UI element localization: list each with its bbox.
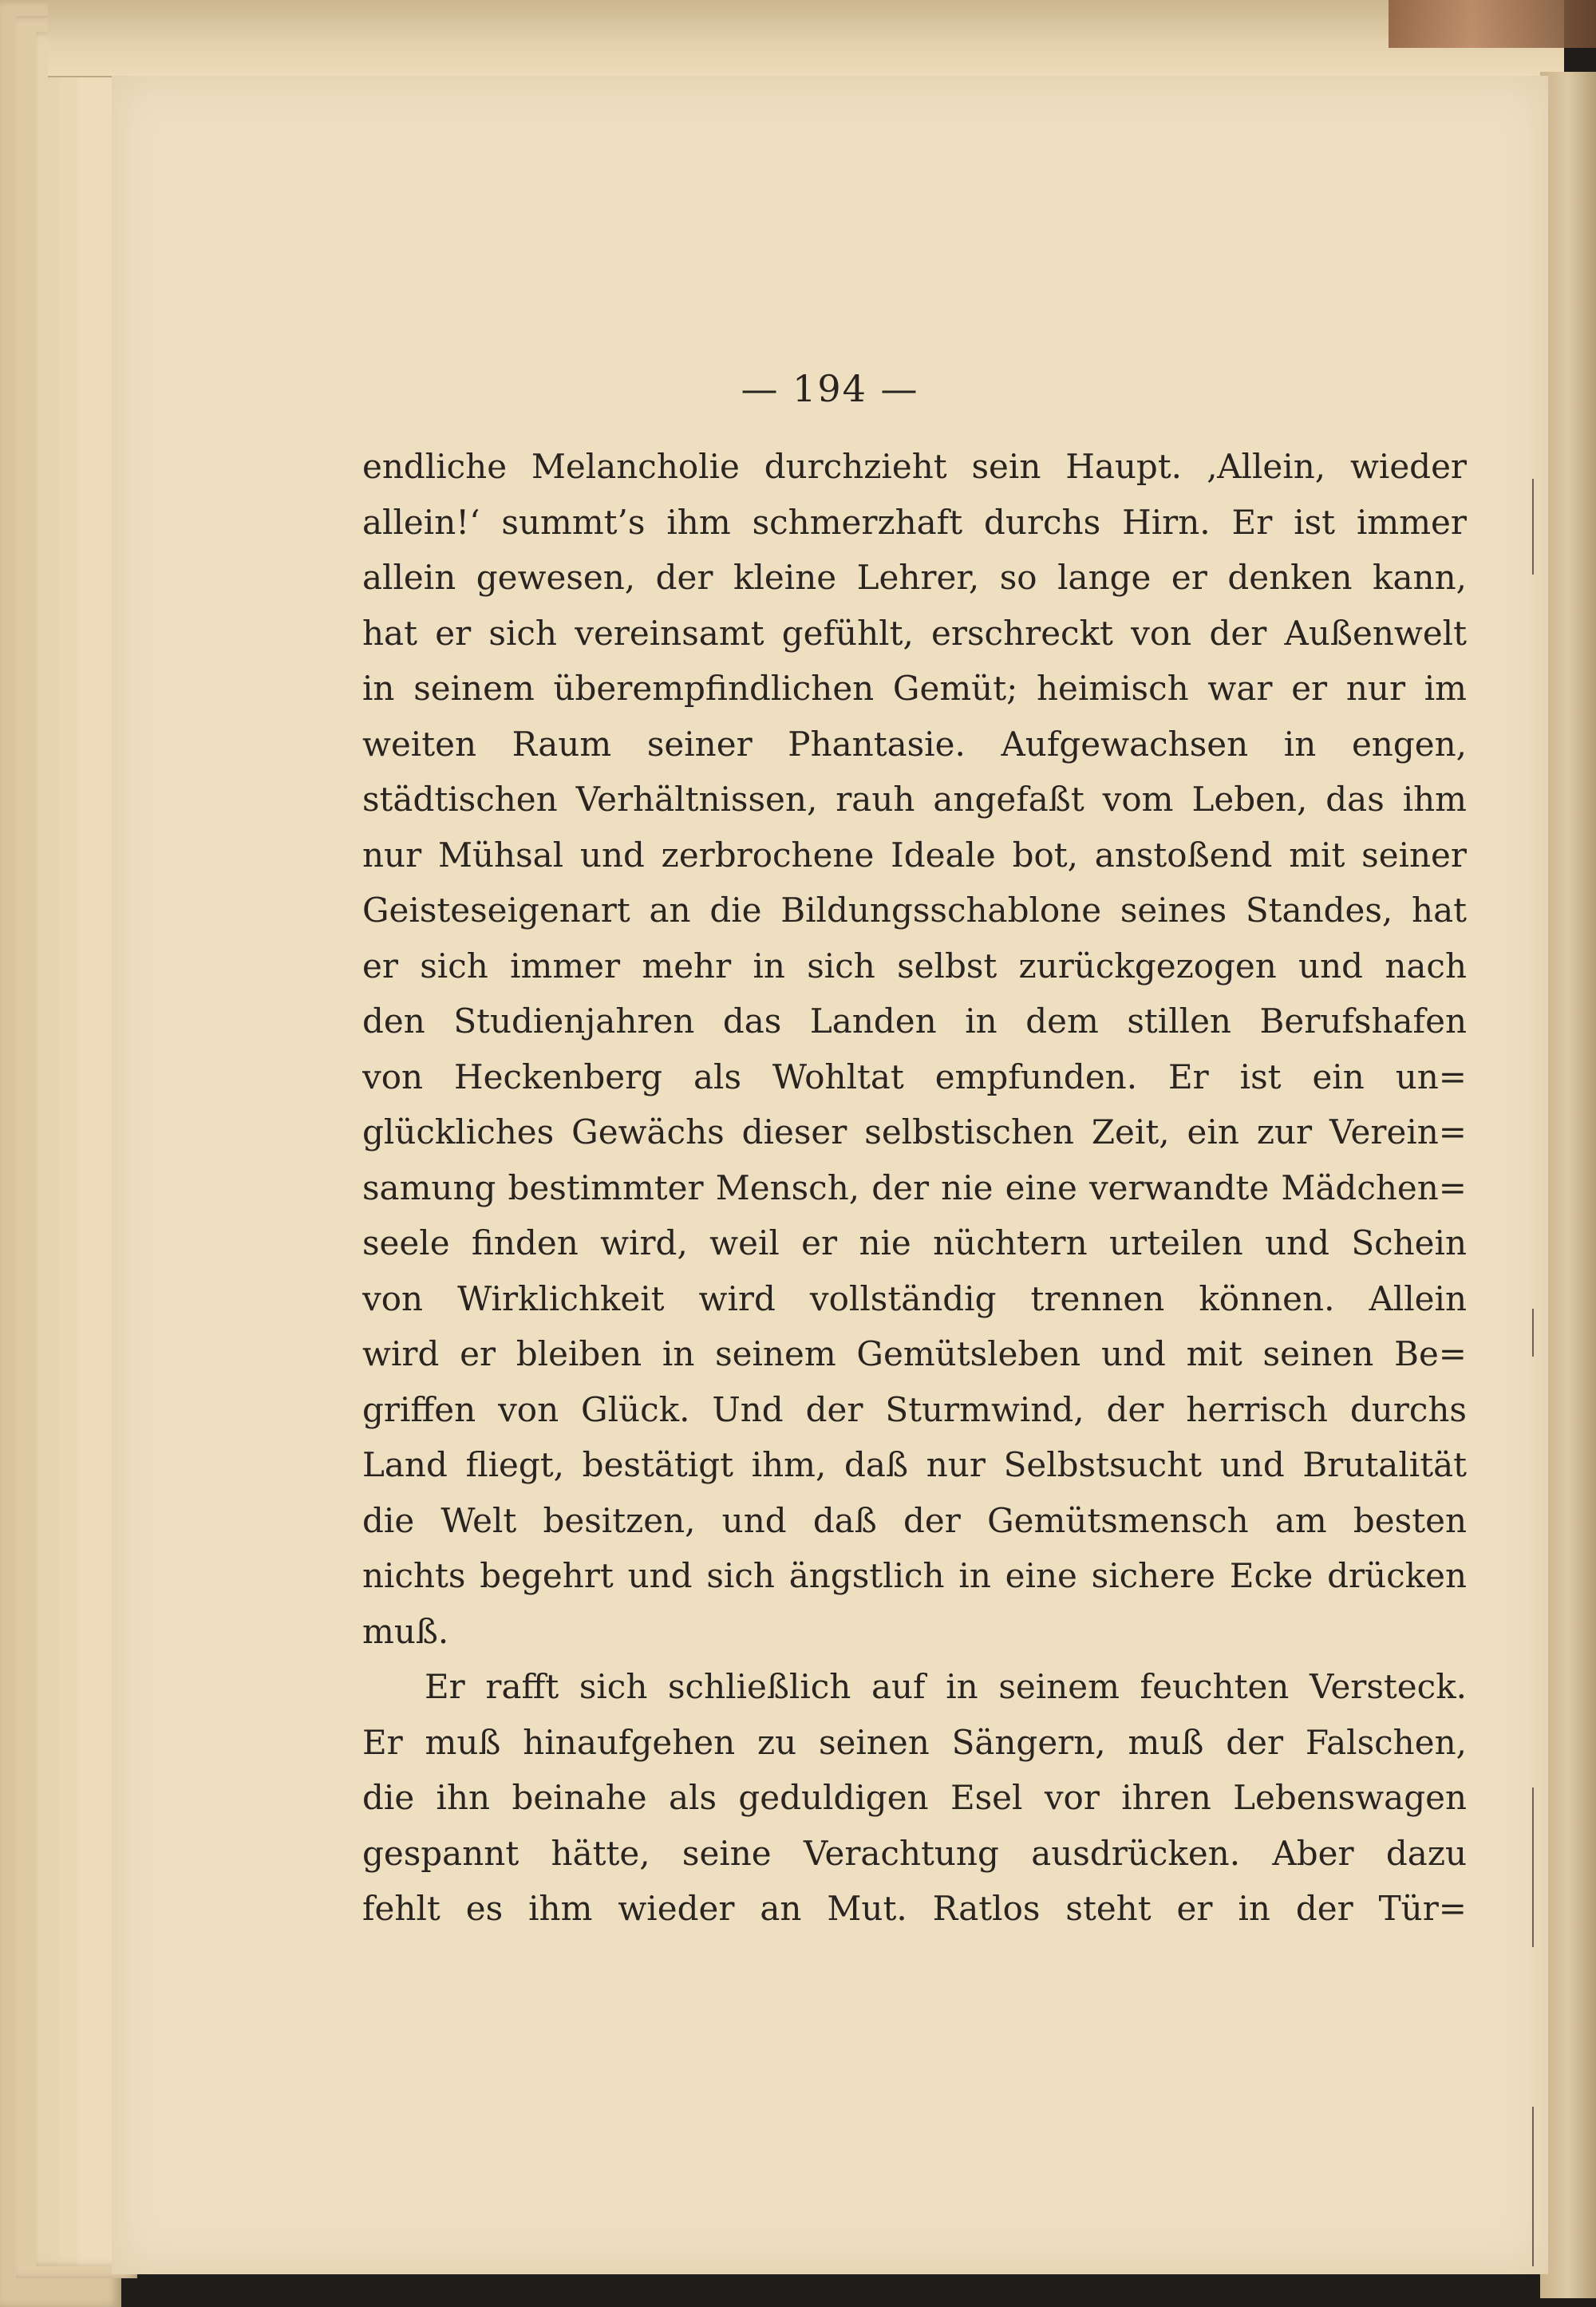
text-line: gespannt hätte, seine Verachtung ausdrücken. Aber dazu [362,1833,1467,1873]
text-line: Er muß hinaufgehen zu seinen Sängern, muß der Falschen, [362,1722,1467,1762]
text-line: endliche Melancholie durchzieht sein Haupt. ‚Allein, wieder [362,447,1467,486]
text-line: Geisteseigenart an die Bildungsschablone seines Standes, hat [362,891,1467,930]
text-line: von Wirklichkeit wird vollständig trennen können. Allein [362,1278,1467,1318]
text-line: nur Mühsal und zerbrochene Ideale bot, anstoßend mit seiner [362,835,1467,875]
top-page-stack [48,0,1564,77]
text-line: er sich immer mehr in sich selbst zurückgezogen und nach [362,946,1467,986]
text-line: den Studienjahren das Landen in dem stillen Berufshafen [362,1001,1467,1041]
text-line: muß. [362,1611,449,1651]
right-gutter [1540,72,1596,2298]
text-line: wird er bleiben in seinem Gemütsleben und mit seinen Be= [362,1334,1467,1373]
page-number: — 194 — [741,367,919,410]
text-line: die Welt besitzen, und daß der Gemütsmensch am besten [362,1500,1467,1540]
text-line: die ihn beinahe als geduldigen Esel vor ihren Lebenswagen [362,1778,1467,1817]
text-line: samung bestimmter Mensch, der nie eine verwandte Mädchen= [362,1167,1467,1207]
text-line: allein!‘ summt’s ihm schmerzhaft durchs Hirn. Er ist immer [362,502,1467,542]
text-line: fehlt es ihm wieder an Mut. Ratlos steht er in der Tür= [362,1889,1467,1928]
text-line: weiten Raum seiner Phantasie. Aufgewachsen in engen, [362,724,1467,764]
margin-mark [1532,479,1534,575]
text-line: glückliches Gewächs dieser selbstischen Zeit, ein zur Verein= [362,1112,1467,1152]
margin-mark [1532,2107,1534,2266]
text-line: Land fliegt, bestätigt ihm, daß nur Selbstsucht und Brutalität [362,1445,1467,1484]
text-line: städtischen Verhältnissen, rauh angefaßt vom Leben, das ihm [362,780,1467,819]
text-line: in seinem überempfindlichen Gemüt; heimisch war er nur im [362,669,1467,708]
margin-mark [1532,1788,1534,1947]
book-page [112,76,1548,2274]
book-binding [1389,0,1596,48]
text-line: griffen von Glück. Und der Sturmwind, der herrisch durchs [362,1389,1467,1429]
text-line: allein gewesen, der kleine Lehrer, so lange er denken kann, [362,558,1467,597]
text-line: hat er sich vereinsamt gefühlt, erschreckt von der Außenwelt [362,613,1467,653]
text-line: nichts begehrt und sich ängstlich in eine sichere Ecke drücken [362,1556,1467,1595]
body-text [362,439,1467,1937]
margin-mark [1532,1309,1534,1357]
text-line: seele finden wird, weil er nie nüchtern urteilen und Schein [362,1223,1467,1262]
text-line: Er rafft sich schließlich auf in seinem feuchten Versteck. [425,1667,1467,1706]
text-line: von Heckenberg als Wohltat empfunden. Er ist ein un= [362,1057,1467,1096]
